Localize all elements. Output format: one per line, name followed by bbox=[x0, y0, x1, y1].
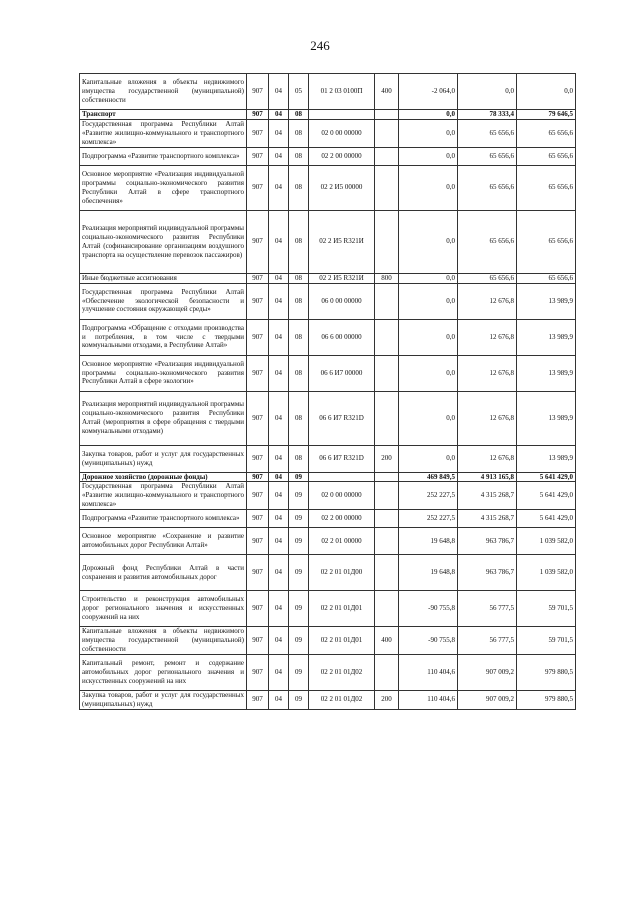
row-expense-type bbox=[375, 528, 399, 555]
row-expense-type bbox=[375, 110, 399, 120]
row-name: Реализация мероприятий индивидуальной программы социально-экономического развития Республики Алтай (мероприятия в сфере обращения с твердыми коммунальными отходами) bbox=[80, 391, 247, 445]
row-target-article: 06 6 И7 00000 bbox=[309, 355, 375, 391]
row-name: Иные бюджетные ассигнования bbox=[80, 273, 247, 283]
table-row bbox=[80, 147, 576, 165]
row-subsection-code: 08 bbox=[289, 283, 309, 319]
row-target-article bbox=[309, 110, 375, 120]
table-row bbox=[80, 528, 576, 555]
row-section-code: 04 bbox=[269, 654, 289, 690]
row-admin-code: 907 bbox=[247, 472, 269, 482]
row-expense-type bbox=[375, 654, 399, 690]
row-name: Капитальные вложения в объекты недвижимого имущества государственной (муниципальной) собственности bbox=[80, 74, 247, 110]
row-amount-2: 963 786,7 bbox=[458, 555, 517, 591]
row-section-code: 04 bbox=[269, 445, 289, 472]
row-admin-code: 907 bbox=[247, 445, 269, 472]
row-amount-2: 65 656,6 bbox=[458, 165, 517, 210]
row-admin-code: 907 bbox=[247, 591, 269, 627]
row-admin-code: 907 bbox=[247, 283, 269, 319]
row-subsection-code: 09 bbox=[289, 528, 309, 555]
row-admin-code: 907 bbox=[247, 355, 269, 391]
table-row bbox=[80, 510, 576, 528]
row-amount-3: 13 989,9 bbox=[517, 445, 576, 472]
row-amount-3: 65 656,6 bbox=[517, 147, 576, 165]
row-section-code: 04 bbox=[269, 591, 289, 627]
row-section-code: 04 bbox=[269, 472, 289, 482]
row-admin-code: 907 bbox=[247, 690, 269, 709]
row-target-article: 06 6 И7 R321D bbox=[309, 391, 375, 445]
row-subsection-code: 08 bbox=[289, 165, 309, 210]
row-amount-1: 469 849,5 bbox=[399, 472, 458, 482]
page-number: 246 bbox=[310, 38, 330, 53]
row-amount-2: 4 913 165,8 bbox=[458, 472, 517, 482]
row-target-article bbox=[309, 472, 375, 482]
row-target-article: 02 2 01 01Д02 bbox=[309, 654, 375, 690]
table-row bbox=[80, 165, 576, 210]
row-target-article: 02 2 01 01Д02 bbox=[309, 690, 375, 709]
row-name: Основное мероприятие «Реализация индивидуальной программы социально-экономического развития Республики Алтай в сфере транспортного обеспечения» bbox=[80, 165, 247, 210]
row-name: Транспорт bbox=[80, 110, 247, 120]
row-subsection-code: 09 bbox=[289, 690, 309, 709]
row-expense-type bbox=[375, 165, 399, 210]
row-amount-2: 56 777,5 bbox=[458, 591, 517, 627]
row-amount-1: 0,0 bbox=[399, 355, 458, 391]
row-expense-type bbox=[375, 472, 399, 482]
row-section-code: 04 bbox=[269, 391, 289, 445]
row-expense-type: 200 bbox=[375, 690, 399, 709]
row-section-code: 04 bbox=[269, 319, 289, 355]
row-name: Капитальный ремонт, ремонт и содержание автомобильных дорог регионального значения и искусственных сооружений на них bbox=[80, 654, 247, 690]
row-amount-3: 979 880,5 bbox=[517, 690, 576, 709]
row-subsection-code: 09 bbox=[289, 654, 309, 690]
row-amount-3: 65 656,6 bbox=[517, 273, 576, 283]
table-row bbox=[80, 210, 576, 273]
row-amount-3: 13 989,9 bbox=[517, 319, 576, 355]
row-subsection-code: 08 bbox=[289, 273, 309, 283]
row-subsection-code: 08 bbox=[289, 147, 309, 165]
row-name: Дорожный фонд Республики Алтай в части сохранения и развития автомобильных дорог bbox=[80, 555, 247, 591]
row-target-article: 02 0 00 00000 bbox=[309, 482, 375, 510]
row-amount-3: 5 641 429,0 bbox=[517, 472, 576, 482]
row-amount-2: 0,0 bbox=[458, 74, 517, 110]
row-subsection-code: 09 bbox=[289, 627, 309, 655]
table-row bbox=[80, 391, 576, 445]
row-amount-1: 0,0 bbox=[399, 210, 458, 273]
table-row bbox=[80, 445, 576, 472]
row-subsection-code: 08 bbox=[289, 210, 309, 273]
row-admin-code: 907 bbox=[247, 119, 269, 147]
row-amount-2: 4 315 268,7 bbox=[458, 482, 517, 510]
row-name: Закупка товаров, работ и услуг для государственных (муниципальных) нужд bbox=[80, 690, 247, 709]
row-target-article: 02 2 01 00000 bbox=[309, 528, 375, 555]
row-expense-type bbox=[375, 391, 399, 445]
row-name: Основное мероприятие «Сохранение и развитие автомобильных дорог Республики Алтай» bbox=[80, 528, 247, 555]
row-target-article: 02 2 00 00000 bbox=[309, 510, 375, 528]
row-expense-type bbox=[375, 119, 399, 147]
row-section-code: 04 bbox=[269, 528, 289, 555]
row-amount-2: 78 333,4 bbox=[458, 110, 517, 120]
row-amount-1: 19 648,8 bbox=[399, 555, 458, 591]
row-section-code: 04 bbox=[269, 555, 289, 591]
table-row bbox=[80, 555, 576, 591]
row-section-code: 04 bbox=[269, 627, 289, 655]
row-amount-3: 65 656,6 bbox=[517, 210, 576, 273]
row-name: Подпрограмма «Развитие транспортного комплекса» bbox=[80, 510, 247, 528]
row-expense-type: 200 bbox=[375, 445, 399, 472]
row-subsection-code: 05 bbox=[289, 74, 309, 110]
row-amount-1: 110 404,6 bbox=[399, 690, 458, 709]
row-subsection-code: 08 bbox=[289, 355, 309, 391]
row-subsection-code: 08 bbox=[289, 319, 309, 355]
table-row bbox=[80, 482, 576, 510]
row-amount-3: 5 641 429,0 bbox=[517, 482, 576, 510]
row-amount-3: 13 989,9 bbox=[517, 391, 576, 445]
row-expense-type bbox=[375, 283, 399, 319]
row-amount-1: 0,0 bbox=[399, 283, 458, 319]
row-name: Подпрограмма «Обращение с отходами производства и потребления, в том числе с твердыми коммунальными отходами, в Республике Алтай» bbox=[80, 319, 247, 355]
row-expense-type: 400 bbox=[375, 627, 399, 655]
row-name: Строительство и реконструкция автомобильных дорог регионального значения и искусственных сооружений на них bbox=[80, 591, 247, 627]
row-name: Государственная программа Республики Алтай «Обеспечение экологической безопасности и улучшение состояния окружающей среды» bbox=[80, 283, 247, 319]
row-amount-3: 13 989,9 bbox=[517, 283, 576, 319]
row-amount-3: 59 701,5 bbox=[517, 591, 576, 627]
row-amount-1: 252 227,5 bbox=[399, 510, 458, 528]
row-target-article: 02 2 01 01Д00 bbox=[309, 555, 375, 591]
row-name: Закупка товаров, работ и услуг для государственных (муниципальных) нужд bbox=[80, 445, 247, 472]
row-subsection-code: 08 bbox=[289, 110, 309, 120]
row-amount-1: 0,0 bbox=[399, 319, 458, 355]
row-subsection-code: 08 bbox=[289, 445, 309, 472]
row-amount-1: -90 755,8 bbox=[399, 627, 458, 655]
row-section-code: 04 bbox=[269, 210, 289, 273]
row-section-code: 04 bbox=[269, 283, 289, 319]
row-target-article: 06 0 00 00000 bbox=[309, 283, 375, 319]
row-target-article: 02 2 И5 R321И bbox=[309, 210, 375, 273]
table-row bbox=[80, 654, 576, 690]
row-subsection-code: 08 bbox=[289, 391, 309, 445]
row-admin-code: 907 bbox=[247, 528, 269, 555]
row-expense-type bbox=[375, 591, 399, 627]
row-amount-2: 12 676,8 bbox=[458, 391, 517, 445]
row-expense-type bbox=[375, 319, 399, 355]
row-amount-3: 65 656,6 bbox=[517, 119, 576, 147]
row-subsection-code: 09 bbox=[289, 555, 309, 591]
row-amount-2: 65 656,6 bbox=[458, 273, 517, 283]
row-admin-code: 907 bbox=[247, 627, 269, 655]
row-expense-type bbox=[375, 355, 399, 391]
row-amount-2: 12 676,8 bbox=[458, 319, 517, 355]
row-amount-1: 0,0 bbox=[399, 391, 458, 445]
row-expense-type bbox=[375, 147, 399, 165]
row-target-article: 06 6 00 00000 bbox=[309, 319, 375, 355]
row-amount-1: -2 064,0 bbox=[399, 74, 458, 110]
row-expense-type: 800 bbox=[375, 273, 399, 283]
row-amount-2: 4 315 268,7 bbox=[458, 510, 517, 528]
table-row bbox=[80, 273, 576, 283]
row-amount-2: 907 009,2 bbox=[458, 654, 517, 690]
row-subsection-code: 09 bbox=[289, 472, 309, 482]
table-row bbox=[80, 591, 576, 627]
table-row bbox=[80, 472, 576, 482]
row-section-code: 04 bbox=[269, 119, 289, 147]
table-row bbox=[80, 283, 576, 319]
row-section-code: 04 bbox=[269, 510, 289, 528]
row-subsection-code: 09 bbox=[289, 482, 309, 510]
row-expense-type bbox=[375, 482, 399, 510]
row-admin-code: 907 bbox=[247, 110, 269, 120]
row-amount-1: 0,0 bbox=[399, 147, 458, 165]
row-expense-type bbox=[375, 555, 399, 591]
row-target-article: 06 6 И7 R321D bbox=[309, 445, 375, 472]
table-row bbox=[80, 110, 576, 120]
row-target-article: 02 2 И5 00000 bbox=[309, 165, 375, 210]
row-subsection-code: 09 bbox=[289, 510, 309, 528]
row-admin-code: 907 bbox=[247, 654, 269, 690]
row-admin-code: 907 bbox=[247, 210, 269, 273]
table-row bbox=[80, 355, 576, 391]
table-row bbox=[80, 74, 576, 110]
row-amount-2: 12 676,8 bbox=[458, 283, 517, 319]
row-subsection-code: 08 bbox=[289, 119, 309, 147]
row-amount-1: -90 755,8 bbox=[399, 591, 458, 627]
row-admin-code: 907 bbox=[247, 555, 269, 591]
row-target-article: 01 2 03 0100П bbox=[309, 74, 375, 110]
row-amount-3: 13 989,9 bbox=[517, 355, 576, 391]
row-amount-3: 979 880,5 bbox=[517, 654, 576, 690]
row-amount-1: 0,0 bbox=[399, 110, 458, 120]
row-admin-code: 907 bbox=[247, 165, 269, 210]
row-expense-type bbox=[375, 510, 399, 528]
row-amount-3: 65 656,6 bbox=[517, 165, 576, 210]
row-section-code: 04 bbox=[269, 355, 289, 391]
row-section-code: 04 bbox=[269, 110, 289, 120]
row-name: Дорожное хозяйство (дорожные фонды) bbox=[80, 472, 247, 482]
row-amount-2: 963 786,7 bbox=[458, 528, 517, 555]
row-target-article: 02 2 01 01Д01 bbox=[309, 591, 375, 627]
row-expense-type bbox=[375, 210, 399, 273]
row-amount-3: 0,0 bbox=[517, 74, 576, 110]
row-amount-2: 65 656,6 bbox=[458, 147, 517, 165]
table-row bbox=[80, 119, 576, 147]
row-admin-code: 907 bbox=[247, 273, 269, 283]
row-name: Государственная программа Республики Алтай «Развитие жилищно-коммунального и транспортного комплекса» bbox=[80, 119, 247, 147]
row-section-code: 04 bbox=[269, 74, 289, 110]
row-name: Государственная программа Республики Алтай «Развитие жилищно-коммунального и транспортного комплекса» bbox=[80, 482, 247, 510]
row-section-code: 04 bbox=[269, 165, 289, 210]
row-expense-type: 400 bbox=[375, 74, 399, 110]
row-target-article: 02 0 00 00000 bbox=[309, 119, 375, 147]
row-amount-2: 65 656,6 bbox=[458, 119, 517, 147]
row-admin-code: 907 bbox=[247, 74, 269, 110]
row-amount-3: 1 039 582,0 bbox=[517, 555, 576, 591]
table-row bbox=[80, 627, 576, 655]
row-amount-2: 12 676,8 bbox=[458, 445, 517, 472]
row-amount-1: 0,0 bbox=[399, 119, 458, 147]
row-target-article: 02 2 И5 R321И bbox=[309, 273, 375, 283]
row-amount-1: 0,0 bbox=[399, 445, 458, 472]
row-subsection-code: 09 bbox=[289, 591, 309, 627]
row-amount-2: 907 009,2 bbox=[458, 690, 517, 709]
budget-table bbox=[79, 73, 576, 710]
row-amount-2: 12 676,8 bbox=[458, 355, 517, 391]
table-row bbox=[80, 319, 576, 355]
row-amount-1: 0,0 bbox=[399, 273, 458, 283]
row-admin-code: 907 bbox=[247, 319, 269, 355]
row-admin-code: 907 bbox=[247, 482, 269, 510]
row-amount-1: 110 404,6 bbox=[399, 654, 458, 690]
row-name: Основное мероприятие «Реализация индивидуальной программы социально-экономического развития Республики Алтай в сфере экологии» bbox=[80, 355, 247, 391]
table-row bbox=[80, 690, 576, 709]
row-section-code: 04 bbox=[269, 147, 289, 165]
row-amount-2: 56 777,5 bbox=[458, 627, 517, 655]
row-admin-code: 907 bbox=[247, 391, 269, 445]
row-amount-2: 65 656,6 bbox=[458, 210, 517, 273]
row-admin-code: 907 bbox=[247, 510, 269, 528]
row-amount-3: 1 039 582,0 bbox=[517, 528, 576, 555]
row-section-code: 04 bbox=[269, 482, 289, 510]
row-amount-3: 79 646,5 bbox=[517, 110, 576, 120]
row-name: Реализация мероприятий индивидуальной программы социально-экономического развития Республики Алтай (софинансирование организациям воздушного транспорта на осуществление перевозок пассажиров) bbox=[80, 210, 247, 273]
row-target-article: 02 2 00 00000 bbox=[309, 147, 375, 165]
row-amount-3: 59 701,5 bbox=[517, 627, 576, 655]
row-section-code: 04 bbox=[269, 690, 289, 709]
row-section-code: 04 bbox=[269, 273, 289, 283]
row-amount-1: 19 648,8 bbox=[399, 528, 458, 555]
row-name: Подпрограмма «Развитие транспортного комплекса» bbox=[80, 147, 247, 165]
row-admin-code: 907 bbox=[247, 147, 269, 165]
row-name: Капитальные вложения в объекты недвижимого имущества государственной (муниципальной) собственности bbox=[80, 627, 247, 655]
row-amount-3: 5 641 429,0 bbox=[517, 510, 576, 528]
row-target-article: 02 2 01 01Д01 bbox=[309, 627, 375, 655]
row-amount-1: 0,0 bbox=[399, 165, 458, 210]
row-amount-1: 252 227,5 bbox=[399, 482, 458, 510]
